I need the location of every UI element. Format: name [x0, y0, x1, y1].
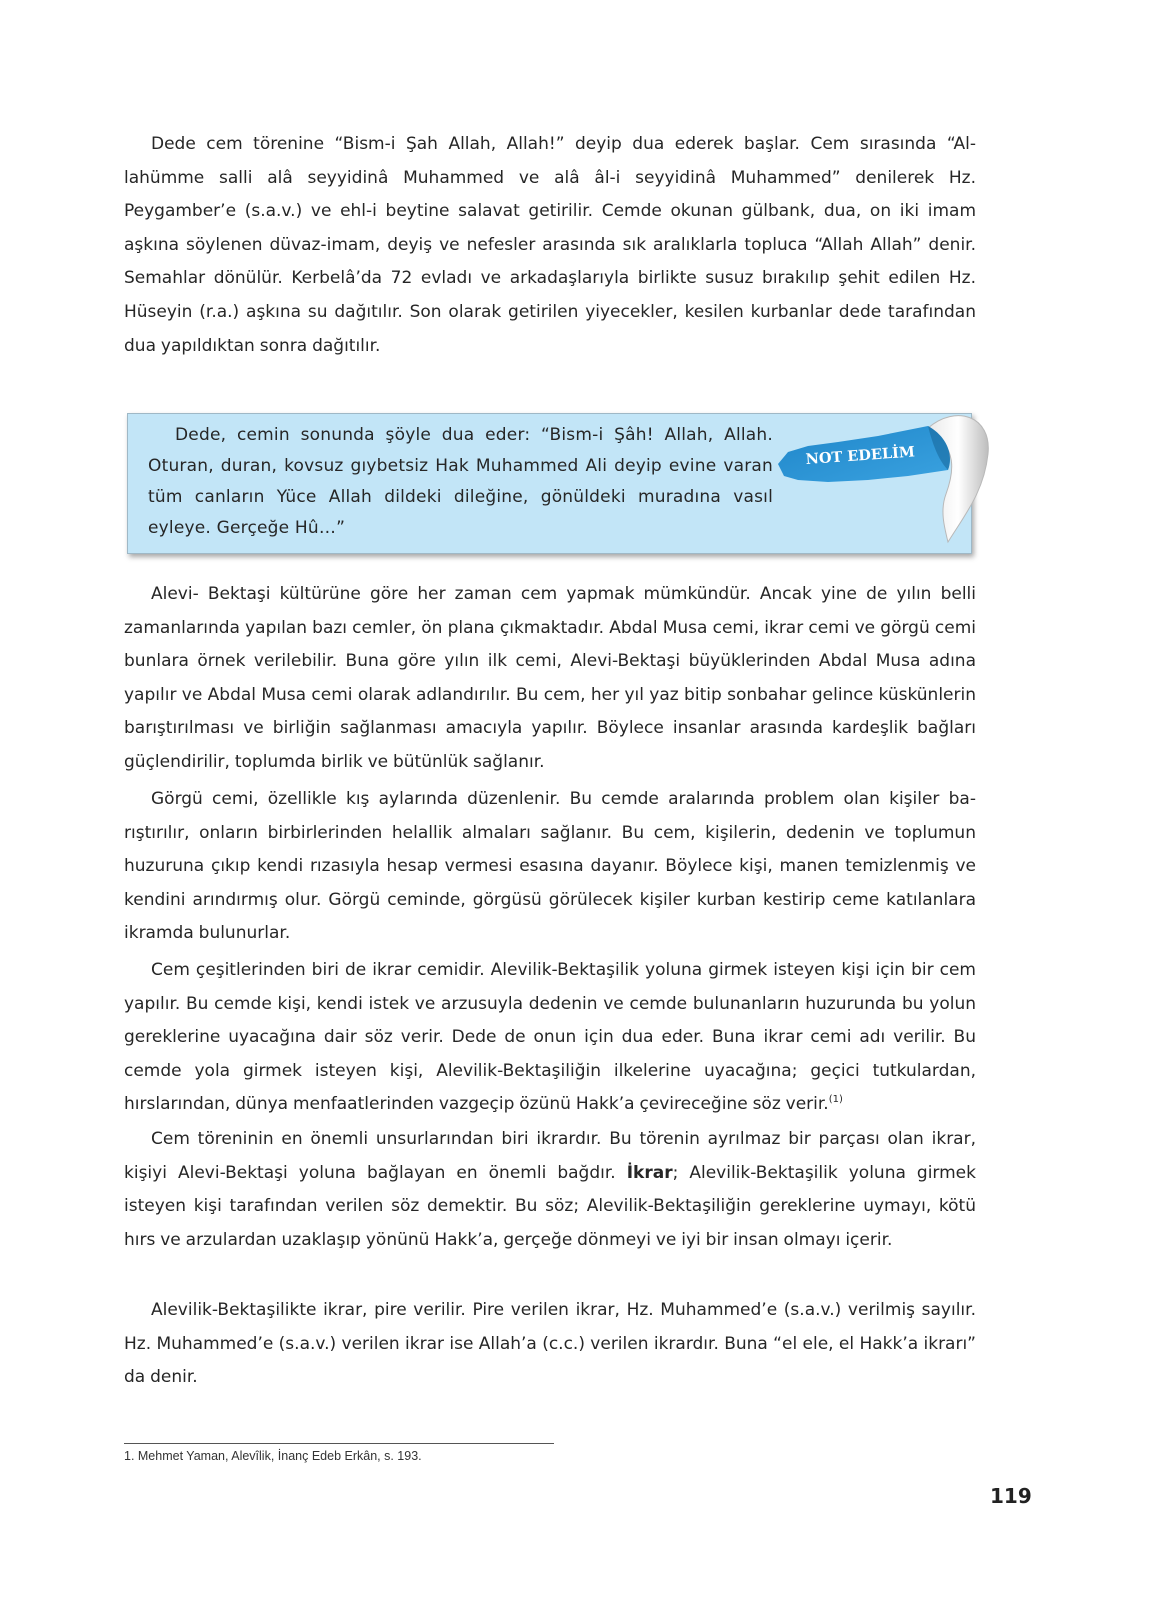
footnote: 1. Mehmet Yaman, Alevîlik, İnanç Edeb Erkân, s. 193. — [124, 1449, 422, 1463]
paragraph-ikrar-cemi-text: Cem çeşitlerinden biri de ikrar cemidir. Alevilik-Bektaşilik yoluna girmek isteyen kişi için bir cem yapılır. Bu cemde kişi, kendi istek ve arzusuyla dedenin ve cemde bulunanların huzurunda bu yolun gereklerine uyacağına dair söz verir. Dede de onun için dua eder. Buna ikrar cemi adı verilir. Bu cemde yola girmek isteyen kişi, Alevilik-Bektaşiliğin ilkelerine uyacağına; geçici tutkulardan, hırslarından, dünya menfaatlerinden vazgeçip özünü Hakk’a çevireceğine söz verir. — [124, 960, 976, 1115]
ikrar-definition-intro: Cem töreninin en önemli unsurlarından biri ikrardır. Bu törenin ayrılmaz bir parçası olan ikrar, kişiyi Alevi-Bektaşi yoluna bağlayan en önemli bağdır. — [124, 1129, 976, 1183]
note-ribbon — [778, 406, 1000, 556]
paragraph-cem-opening: Dede cem törenine “Bism-i Şah Allah, Allah!” deyip dua ederek başlar. Cem sırasında “Allahümme salli alâ seyyidinâ Muhammed ve alâ âl-i seyyidinâ Muhammed” denilerek Hz. Peygamber’e (s.a.v.) ve ehl-i beytine salavat getirilir. Cemde okunan gülbank, dua, on iki imam aşkına söylenen düvaz-imam, deyiş ve nefesler arasında sık aralıklarla topluca “Allah Allah” denir. Semahlar dönülür. Kerbelâ’da 72 evladı ve arkadaşlarıyla birlikte susuz bırakılıp şehit edilen Hz. Hüseyin (r.a.) aşkına su dağıtılır. Son olarak getirilen yiyecekler, kesilen kurbanlar dede tarafından dua yapıldıktan sonra dağıtılır. — [124, 134, 976, 356]
footnote-divider — [124, 1443, 554, 1444]
note-text: Dede, cemin sonunda şöyle dua eder: “Bism-i Şâh! Allah, Allah. Oturan, duran, kovsuz gıybetsiz Hak Muhammed Ali deyip evine varan tüm canların Yüce Allah dildeki dileğine, gönüldeki muradına vasıl eyleye. Gerçeğe Hû…” — [148, 425, 773, 538]
ribbon-label: NOT EDELİM — [805, 443, 916, 468]
ikrar-definition-rest: ; Alevilik-Bektaşilik yoluna girmek isteyen kişi tarafından verilen söz demektir. Bu söz; Alevilik-Bektaşiliğin gereklerine uymayı, kötü hırs ve arzulardan uzaklaşıp yönünü Hakk’a, gerçeğe dönmeyi ve iyi bir insan olmayı içerir. — [124, 1162, 976, 1250]
paragraph-ikrar-cemi — [124, 954, 976, 1122]
paragraph-ikrar-pir: Alevilik-Bektaşilikte ikrar, pire verilir. Pire verilen ikrar, Hz. Muhammed’e (s.a.v.) verilmiş sayılır. Hz. Muhammed’e (s.a.v.) verilen ikrar ise Allah’a (c.c.) verilen ikrardır. Buna “el ele, el Hakk’a ikrarı” da denir. — [124, 1300, 976, 1388]
page-number: 119 — [990, 1484, 1032, 1508]
paragraph-cem-types: Alevi- Bektaşi kültürüne göre her zaman cem yapmak mümkündür. Ancak yine de yılın belli zamanlarında yapılan bazı cemler, ön plana çıkmaktadır. Abdal Musa cemi, ikrar cemi ve görgü cemi bunlara örnek verilebilir. Buna göre yılın ilk cemi, Alevi-Bektaşi büyüklerinden Abdal Musa adına yapılır ve Abdal Musa cemi olarak adlandırılır. Bu cem, her yıl yaz bitip sonbahar gelince küskünlerin barıştırılması ve birliğin sağlanması amacıyla yapılır. Böylece insanlar arasında kardeşlik bağları güçlendirilir, toplumda birlik ve bütünlük sağlanır. — [124, 584, 976, 772]
paragraph-ikrar-definition — [124, 1123, 976, 1257]
ikrar-term-bold: İkrar — [626, 1162, 673, 1183]
footnote-reference: (1) — [828, 1094, 843, 1106]
paragraph-gorgu-cemi: Görgü cemi, özellikle kış aylarında düzenlenir. Bu cemde aralarında problem olan kişiler barıştırılır, onların birbirlerinden helallik almaları sağlanır. Bu cem, kişilerin, dedenin ve toplumun huzuruna çıkıp kendi rızasıyla hesap vermesi esasına dayanır. Böylece kişi, manen temizlenmiş ve kendini arındırmış olur. Görgü ceminde, görgüsü görülecek kişiler kurban kestirip ceme katılanlara ikramda bulunurlar. — [124, 789, 976, 944]
